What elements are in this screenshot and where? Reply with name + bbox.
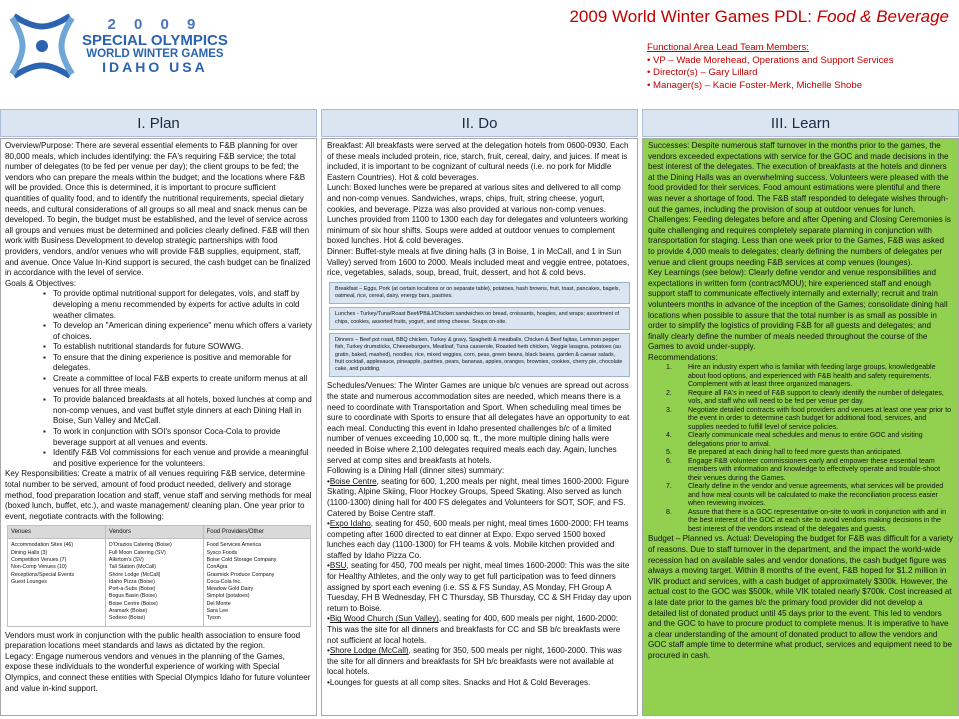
rec-number: 6. <box>666 457 672 465</box>
rec-number: 5. <box>666 449 672 457</box>
dining-hall-item: •BSU, seating for 450, 700 meals per night, meal times 1600-2000: This was the site for Healthy Athletes, and the only way to get full participation was to feed dinners assigned by sport each evening (i.e. SS & FS Sunday, AS Monday, FH Group A Tuesday, FH B Wednesday, FH C Thursday, SB Thursday, CC & SH Friday day upon return to Boise. <box>327 561 632 613</box>
learn-column <box>642 138 959 716</box>
table-header-cell: Food Providers/Other <box>203 526 310 539</box>
page-title <box>569 7 949 27</box>
plan-column-header: I. Plan <box>0 109 317 137</box>
goals-label: Goals & Objectives: <box>5 278 77 288</box>
recommendation-item <box>666 483 953 509</box>
title-emphasis: Food & Beverage <box>816 7 949 26</box>
dining-hall-item: •Boise Centre, seating for 600, 1,200 meals per night, meal times 1600-2000: Figure Skating, Alpine Skiing, Floor Hockey Groups, Speed Skating. Also served as lunch (1100-1300) dining hall for 400 FS delegates and Volunteers for SOT, SOF, and FS. Catered by Boise Centre staff. <box>327 476 630 518</box>
providers-cell: Food Services America Sysco Foods Boise Cold Storage Company ConAgra Grasmick Produce Company Coca-Cola Inc. Meadow Gold Dairy Simplot (potatoes) Del Monte Sara Lee Tyson <box>203 539 310 626</box>
budget-text: Budget – Planned vs. Actual: Developing the budget for F&B was difficult for a variety of reasons. Due to staff turnover in the department, and the impact the world-wide recession had on available sales and vendor donations, the cash budget figure was always a moving target. Within 8 months of the event, F&B hoped for $1.2 million in VIK product and services, with a cash budget of approximately $300k. However, the actual cost to the GOC was $500k, while VIK totaled nearly $700k. Cost increased at a late date prior to the games b/c the primary food provider did not develop a detailed list of donated product until 45 days prior to the event. This led to vendors and the GOC to have to procure product to complete menus. It is imperative to have a clear understanding of the amount of donated product to allow the vendors and GOC staff ample time to determine what product, services and equipment need to be procured in cash. <box>648 534 953 660</box>
table-header-row <box>8 526 311 539</box>
dining-hall-name: BSU <box>329 561 347 571</box>
successes-text: Successes: Despite numerous staff turnover in the months prior to the games, the vendors exceeded expectations with service for the GOC and made decisions in the best interest of the delegates. The execution of breakfasts at the hotels and dinners at the Dining Halls was an overwhelming success. Volunteers were pleased with the food provided for their services. Food amount estimations were plentiful and there was never a shortage of food. The F&B staff responded to delegate wishes through-out the games, including the provision of soup at outdoor venues for lunch. <box>648 141 949 214</box>
dining-hall-desc: , seating for 400, 600 meals per night, 1600-2000: This was the site for all dinners and breakfasts for CC and SB b/c breakfasts were not sufficient at local hotels. <box>327 614 621 645</box>
schedules-text: Schedules/Venues: The Winter Games are unique b/c venues are spread out across the state and numerous accommodation sites are needed, which means there is a need to coordinate with Transportation and Sport. When scheduling meal times be sure to coordinate with Sports to ensure that all delegates have an opportunity to eat each meal. Conducting this event in Idaho presented challenges b/c of a limited number of venues exceeding 10,000 sq. ft., the more multiple dining halls were needed in Boise where 2,100 delegates required meals each day. Again, lunches served at comp sites and breakfasts at hotels. <box>327 381 630 465</box>
title-prefix: 2009 World Winter Games PDL: <box>569 7 812 26</box>
dining-hall-name: Shore Lodge (McCall) <box>329 646 409 656</box>
recommendation-item <box>666 407 953 433</box>
rec-text: Engage F&B volunteer commissioners early and empower these essential team members with information and knowledge to effectively operate and trouble-shoot their venues during the Games. <box>688 457 941 482</box>
learn-column-header: III. Learn <box>642 109 959 137</box>
lunch-menu-box: Lunches - Turkey/Tuna/Roast Beef/PB&J/Chicken sandwiches on bread, croissants, hoagies, and wraps; assortment of chips, cookies, assorted fruits, yogurt, and string cheese. Soups on-site. <box>329 307 630 330</box>
key-learnings-text: Key Learnings (see below): Clearly define vendor and venue responsibilities and expectations in written form (contract/MOU); hire experienced staff and enough support staff to communicate effectively internally and externally; recruit and train volunteers months in advance of the inception of the Games; consolidate dining hall locations when possible to assure that the total number is as small as possible in order to simplify the logistics of providing F&B for all guests and delegates; and finally clearly define the number of meals needed throughout the course of the Games to avoid under-supply. <box>648 268 948 352</box>
dining-hall-item: •Shore Lodge (McCall), seating for 350, 500 meals per night, 1600-2000. This was the site for all dinners and breakfasts for SH b/c breakfasts were not available at local hotels. <box>327 646 622 677</box>
lead-team-member: • Director(s) – Gary Lillard <box>647 67 758 79</box>
lead-team-member: • Manager(s) – Kacie Foster-Merk, Michelle Shobe <box>647 79 863 91</box>
recommendation-item <box>666 432 953 449</box>
recommendations-list <box>666 364 953 534</box>
rec-text: Assure that there is a GOC representative on-site to work in conjunction with and in the best interest of the GOC at each site to avoid vendors making decisions in the best interest of the vendors instead of the delegates and guests. <box>688 508 946 533</box>
rec-text: Hire an industry expert who is familiar with feeding large groups, knowledgeable about food options, and experienced with F&B health and safety requirements. Complement with at least three organized managers. <box>688 364 936 389</box>
do-column-header: II. Do <box>321 109 638 137</box>
goal-item: ▪ To develop an "American dining experience" menu which offers a variety of choices. <box>53 321 312 342</box>
goal-item: ▪ To ensure that the dining experience is positive and memorable for delegates. <box>53 353 312 374</box>
lead-team-heading: Functional Area Lead Team Members: <box>647 42 809 53</box>
dinner-text: Dinner: Buffet-style meals at five dining halls (3 in Boise, 1 in McCall, and 1 in Sun Valley) served from 1600 to 2000. Meals included meat and veggie entree, potatoes, rice, vegetables, salads, soup, bread, fruit, dessert, and hot & cold bevs. <box>327 246 630 278</box>
plan-column <box>0 138 317 716</box>
recommendation-item <box>666 458 953 484</box>
do-closing: •Lounges for guests at all comp sites. Snacks and Hot & Cold Beverages. <box>327 678 591 688</box>
rec-text: Negotiate detailed contracts with food providers and venues at least one year prior to the event in order to determine cash budget for additional food, services, and supplies needed to fulfill level of service policies. <box>688 406 952 431</box>
rec-number: 8. <box>666 508 672 516</box>
logo-line-3: IDAHO USA <box>102 59 208 76</box>
rec-text: Clearly define in the vendor and venue agreements, what services will be provided and how meal counts will be calculated to make the reconciliation process easier when reviewing invoices. <box>688 483 944 508</box>
goal-item: ▪ To provide optimal nutritional support for delegates, vols, and staff by developing a menu recommended by experts for active adults in cold weather climates. <box>53 289 312 321</box>
lead-team <box>647 42 894 92</box>
goal-item: ▪ Create a committee of local F&B experts to create uniform menus at all venues for all three meals. <box>53 374 312 395</box>
dining-hall-name: Boise Centre <box>329 476 377 486</box>
dining-hall-name: Big Wood Church (Sun Valley) <box>329 614 439 624</box>
dinner-menu-box: Dinners – Beef pot roast, BBQ chicken, Turkey & gravy, Spaghetti & meatballs, Chicken & Beef fajitas, Lemmon pepper fish, Turkey drumsticks, Cheeseburgers, Meatloaf, Tuna casserole, Roasted herb chicken, Veggie lasagna, potatoes (au gratin, baked, mashed), noodles, rice, mixed veggies, corn, peas, green beans, black beans, garden & caesar salads, fruit cocktail, applesauce, pineapple, pastries, pears, bananas, apples, oranges, brownies, cookies, cherry pie, chocolate cake, and pudding. <box>329 333 630 377</box>
logo-year: 2 0 0 9 <box>107 15 203 33</box>
table-header-cell: Vendors <box>105 526 203 539</box>
key-responsibilities: Key Responsibilities: Create a matrix of all venues requiring F&B service, determine total number to be served, amount of food product needed, delivery and storage method, food preparation location and staff, venue staff and serving methods for meal (boxed lunch, buffet, etc.), and waste management/ cleaning plan. One year prior to event, negotiate contracts with the following: <box>5 469 312 521</box>
plan-overview: Overview/Purpose: There are several essential elements to F&B planning for over 80,000 meals, which includes identifying: the FA's requiring F&B service; the total number of delegates (to be fed per venue per day); the client groups to be fed; the vendors who can prepare the meals within the budget; and the locations where F&B will be provided. Once this is determined, it is important to procure sufficient quantities of quality food, and to identify the nutritional requirements, special dietary needs, and cultural considerations of all groups so all meal and snack menus can be developed. To begin, the budget must be established, and the level of service across all groups and venues must be determined and policies clearly defined. F&B will then work with Business Development to develop strategic partnerships with food providers, vendors, and/or venues who will provide F&B supplies, equipment, staff, and avenue. Once Value In-Kind support is secured, the cash budget can be finalized in accordance with the level of service. <box>5 141 311 278</box>
table-row <box>8 539 311 626</box>
dining-hall-item: •Big Wood Church (Sun Valley), seating for 400, 600 meals per night, 1600-2000: This was the site for all dinners and breakfasts for CC and SB b/c breakfasts were not sufficient at local hotels. <box>327 614 621 645</box>
lead-team-member: • VP – Wade Morehead, Operations and Support Services <box>647 54 894 66</box>
plan-closing: Vendors must work in conjunction with the public health association to ensure food preparation locations meet standards and laws as dictated by the region. <box>5 630 301 651</box>
table-header-cell: Venues <box>8 526 106 539</box>
goals-list <box>53 289 312 469</box>
do-column <box>321 138 638 716</box>
logo-emblem-icon <box>6 10 78 82</box>
recommendation-item <box>666 509 953 535</box>
recommendation-item <box>666 390 953 407</box>
logo-line-2: WORLD WINTER GAMES <box>86 48 224 61</box>
goal-item: ▪ Identify F&B Vol commissions for each venue and provide a meaningful and positive experience for the volunteers. <box>53 448 312 469</box>
goal-item: ▪ To provide balanced breakfasts at all hotels, boxed lunches at comp and non-comp venues, and vast buffet style dinners at each Dining Hall in Boise, Sun Valley and McCall. <box>53 395 312 427</box>
venues-cell: Accommodation Sites (46) Dining Halls (3) Competition Venues (7) Non-Comp Venues (10) Receptions/Special Events Guest Lounges <box>8 539 106 626</box>
lunch-text: Lunch: Boxed lunches were be prepared at various sites and delivered to all comp and non-comp venues. Sandwiches, wraps, chips, fruit, string cheese, yogurt, cookies, and beverage. Pizza was also provided at various non-comp venues. Lunches provided from 1100 to 1300 each day for delegates and volunteers working minimum of six hour shifts. Soups were added at outdoor venues to complement boxed lunches. Hot & cold beverages. <box>327 183 628 246</box>
goal-item: ▪ To work in conjunction with SOI's sponsor Coca-Cola to provide beverage support at all venues and events. <box>53 427 312 448</box>
vendors-cell: D'Orazios Catering (Boise) Full Moon Catering (SV) Alkirtom's (SV) Tall Station (McCall) Shore Lodge (McCall) Idaho Pizza (Boise) Port-a-Subs (Boise) Bogus Basin (Boise) Boise Centre (Boise) Aramark (Boise) Sodexo (Boise) <box>105 539 203 626</box>
rec-text: Clearly communicate meal schedules and menus to entire GOC and visiting delegations prior to arrival. <box>688 432 923 448</box>
rec-number: 1. <box>666 364 672 372</box>
rec-number: 3. <box>666 406 672 414</box>
rec-text: Be prepared at each dining hall to feed more guests than anticipated. <box>688 449 903 457</box>
dining-hall-name: Expo Idaho <box>329 519 371 529</box>
dining-hall-desc: , seating for 450, 700 meals per night, meal times 1600-2000: This was the site for Healthy Athletes, and the only way to get full participation was to feed dinners assigned by sport each evening (i.e. SS & FS Sunday, AS Monday, FH Group A Tuesday, FH B Wednesday, FH C Thursday, SB Thursday, CC & SH Friday day upon return to Boise. <box>327 561 632 613</box>
logo-wordmark <box>82 17 228 75</box>
vendors-table <box>7 525 311 626</box>
recommendation-item <box>666 364 953 390</box>
recommendations-label: Recommendations: <box>648 352 718 362</box>
rec-number: 4. <box>666 432 672 440</box>
breakfast-text: Breakfast: All breakfasts were served at the delegation hotels from 0600-0930. Each of these meals included protein, rice, starch, fruit, cereal, dairy, and juices. If meat is included, it is important to be cognizant of cultural needs (i.e. no pork for Middle Eastern Countries). Hot & cold beverages. <box>327 141 629 182</box>
dining-hall-desc: , seating for 350, 500 meals per night, 1600-2000. This was the site for all dinners and breakfasts for SH b/c breakfasts were not available at local hotels. <box>327 646 622 677</box>
dining-hall-item: •Expo Idaho, seating for 450, 600 meals per night, meal times 1600-2000: FH teams competing after 1600 directed to eat dinner at Expo. Expo served 1500 boxed lunches each day (1100-1300) for FH teams & vols. Mobile kitchen provided and staffed by Idaho Pizza Co. <box>327 519 629 560</box>
goal-item: ▪ To establish nutritional standards for future SOWWG. <box>53 342 312 353</box>
rec-text: Require all FA's in need of F&B support to clearly identify the number of delegates, vols, and staff who will need to be fed per venue per day. <box>688 389 944 406</box>
dining-hall-desc: , seating for 450, 600 meals per night, meal times 1600-2000: FH teams competing after 1600 directed to eat dinner at Expo. Expo served 1500 boxed lunches each day (1100-1300) for FH teams & vols. Mobile kitchen provided and staffed by Idaho Pizza Co. <box>327 519 629 560</box>
rec-number: 7. <box>666 483 672 491</box>
breakfast-menu-box: Breakfast – Eggs, Pork (at certain locations or on separate table), potatoes, hash browns, fruit, toast, pancakes, bagels, oatmeal, rice, cereal, dairy, energy bars, pastries. <box>329 282 630 305</box>
dining-intro: Following is a Dining Hall (dinner sites) summary: <box>327 466 505 476</box>
special-olympics-logo <box>6 6 244 86</box>
dining-hall-desc: , seating for 600, 1,200 meals per night, meal times 1600-2000: Figure Skating, Alpine Skiing, Floor Hockey Groups, Speed Skating. Also served as lunch (1100-1300) dining hall for 400 FS delegates and Volunteers for SOT, SOF, and FS. Catered by Boise Centre staff. <box>327 476 630 518</box>
plan-legacy: Legacy: Engage numerous vendors and venues in the planning of the Games, expose these individuals to the wonderful experience of working with Special Olympics, and connect these entities with Special Olympics Idaho for future volunteer and value in-kind support. <box>5 651 311 693</box>
challenges-text: Challenges: Feeding delegates before and after Opening and Closing Ceremonies is quite challenging and requires completely separate planning in conjunction with transportation for staging. Less than one week prior to the Games, F&B was asked to provide 4,000 meals to delegates; clearly defining the numbers of delegates per venue and client groups needing F&B services at comp venues (lounges). <box>648 215 951 267</box>
logo-line-1: SPECIAL OLYMPICS <box>82 31 228 49</box>
recommendation-item <box>666 449 953 458</box>
rec-number: 2. <box>666 389 672 397</box>
